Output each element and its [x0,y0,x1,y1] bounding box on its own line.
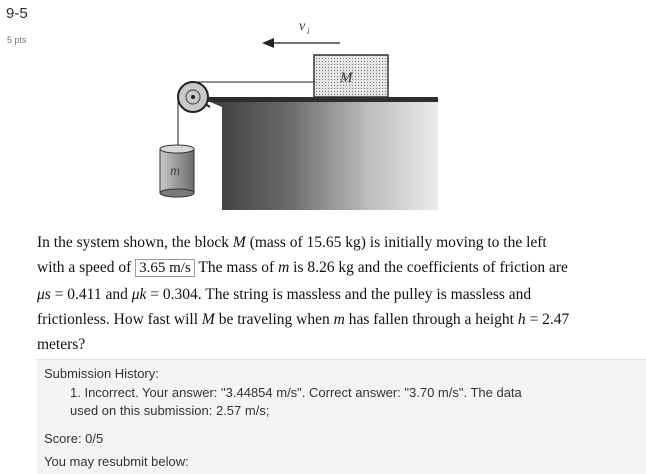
var-mu-k: μk [131,285,147,303]
problem-seg: = 0.304. The string is massless and the pulley is massless and frictionless. How fast will [37,285,532,328]
velocity-label: v [299,19,306,34]
table-surface [208,97,438,210]
question-points: 5 pts [7,35,27,45]
question-number: 9-5 [6,5,28,22]
var-m2: m [333,310,345,328]
hanging-mass-label: m [170,164,181,179]
var-M2: M [201,310,215,328]
block-M-label: M [340,70,353,86]
physics-diagram [150,15,450,215]
problem-seg: is 8.26 kg and the coefficients of friction are [289,259,568,277]
var-h: h [517,310,526,328]
problem-text [37,230,577,357]
submission-history-item: 1. Incorrect. Your answer: "3.44854 m/s". Correct answer: "3.70 m/s". The data used on this submission: 2.57 m/s; [70,385,522,418]
submission-history-title: Submission History: [44,366,159,381]
answer-value-box: 3.65 m/s [135,259,195,277]
var-M: M [232,234,246,251]
velocity-subscript: i [307,26,310,36]
problem-seg: (mass of 15.65 kg) is initially moving to the left with a speed of [37,234,547,277]
var-m: m [278,259,290,277]
problem-seg: The mass of [194,259,279,277]
var-mu-s: μs [37,285,51,303]
problem-seg: = 0.411 and [50,285,132,303]
pulley-icon [178,82,210,112]
score-text: Score: 0/5 [44,431,104,446]
problem-seg: has fallen through a height [344,310,518,328]
resubmit-text: You may resubmit below: [44,454,189,469]
submission-history-panel [37,359,646,474]
problem-seg: be traveling when [214,310,334,328]
velocity-arrow-icon [262,38,340,48]
problem-seg: = 2.47 meters? [37,310,570,354]
problem-seg: In the system shown, the block [37,234,233,251]
